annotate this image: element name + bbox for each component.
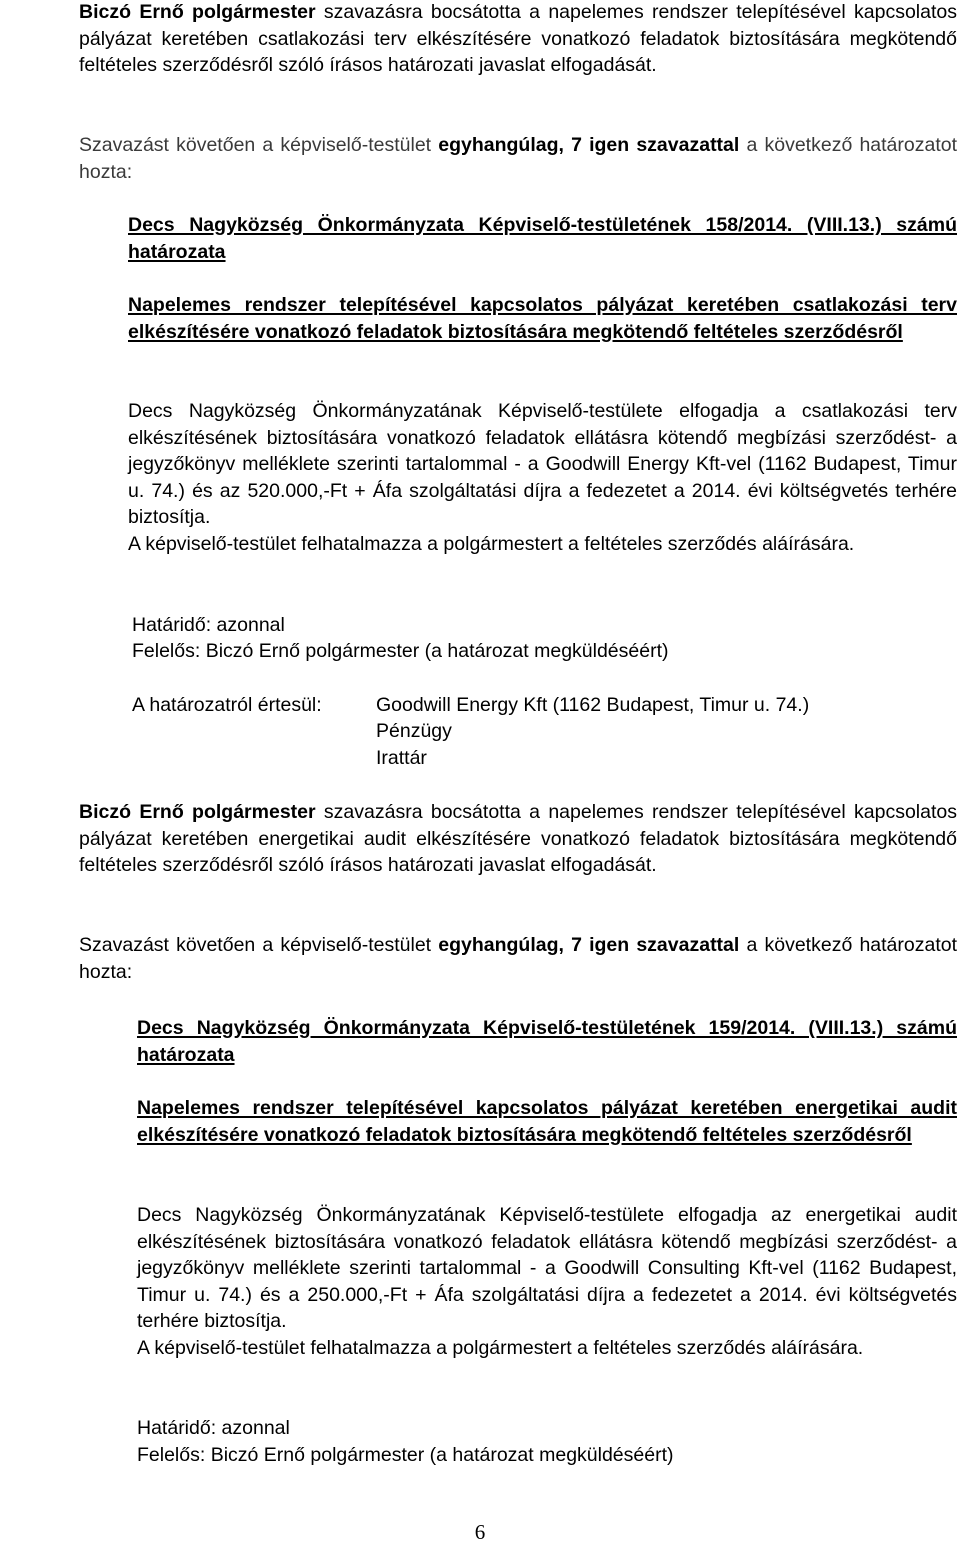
motion-text: szavazásra bocsátotta a napelemes rendszer telepítésével kapcsolatos pályázat keretében energetikai audit elkészítésére vonatkozó feladatok biztosítására megkötendő feltételes szerződésről szóló írásos határozati javaslat elfogadását. (79, 801, 957, 877)
vote-intro: Szavazást követően a képviselő-testület (79, 134, 439, 156)
resolution-body-1: Decs Nagyközség Önkormányzatának Képviselő-testülete elfogadja a csatlakozási terv elkészítésének biztosítására vonatkozó feladatok ellátásra kötendő megbízási szerződést- a jegyzőkönyv melléklete szerinti tartalommal - a Goodwill Energy Kft-vel (1162 Budapest, Timur u. 74.) és az 520.000,-Ft + Áfa szolgáltatási díjra a fedezetet a 2014. évi költségvetés terhére biztosítja. (128, 400, 957, 529)
mayor-name: Biczó Ernő polgármester (79, 801, 316, 823)
page-number: 6 (474, 1520, 486, 1544)
resolution-subject-1: Napelemes rendszer telepítésével kapcsolatos pályázat keretében csatlakozási terv elkészítésére vonatkozó feladatok biztosítására megkötendő feltételes szerződésről (128, 294, 957, 343)
resolution-body-2: Decs Nagyközség Önkormányzatának Képviselő-testülete elfogadja az energetikai audit elkészítésének biztosítására vonatkozó feladatok ellátásra kötendő megbízási szerződést- a jegyzőkönyv melléklete szerinti tartalommal - a Goodwill Consulting Kft-vel (1162 Budapest, Timur u. 74.) és a 250.000,-Ft + Áfa szolgáltatási díjra a fedezetet a 2014. évi költségvetés terhére biztosítja. (137, 1204, 957, 1333)
vote-paragraph-2 (79, 932, 957, 985)
vote-outro: a következő határozatot hozta: (79, 934, 958, 983)
notify-recipient-1: Goodwill Energy Kft (1162 Budapest, Timur u. 74.) (376, 694, 810, 716)
resolution-authorization-1: A képviselő-testület felhatalmazza a polgármestert a feltételes szerződés aláírására. (128, 533, 855, 555)
motion-text: szavazásra bocsátotta a napelemes rendszer telepítésével kapcsolatos pályázat keretében csatlakozási terv elkészítésére vonatkozó feladatok biztosítására megkötendő feltételes szerződésről szóló írásos határozati javaslat elfogadását. (79, 1, 957, 77)
resolution-authorization-2: A képviselő-testület felhatalmazza a polgármestert a feltételes szerződés aláírására. (137, 1337, 864, 1359)
notify-recipient-3: Irattár (376, 747, 427, 769)
resolution-subject-2: Napelemes rendszer telepítésével kapcsolatos pályázat keretében energetikai audit elkészítésére vonatkozó feladatok biztosítására megkötendő feltételes szerződésről (137, 1097, 957, 1146)
responsible-1: Felelős: Biczó Ernő polgármester (a határozat megküldéséért) (132, 640, 669, 662)
motion-paragraph-2 (79, 799, 957, 879)
vote-result: egyhangúlag, 7 igen szavazattal (438, 134, 740, 156)
vote-paragraph-1 (79, 132, 957, 185)
vote-result: egyhangúlag, 7 igen szavazattal (438, 934, 740, 956)
resolution-title-1: Decs Nagyközség Önkormányzata Képviselő-testületének 158/2014. (VIII.13.) számú határozata (128, 214, 957, 263)
deadline-2: Határidő: azonnal (137, 1417, 290, 1439)
notify-label: A határozatról értesül: (132, 694, 322, 716)
resolution-title-2: Decs Nagyközség Önkormányzata Képviselő-testületének 159/2014. (VIII.13.) számú határozata (137, 1017, 957, 1066)
responsible-2: Felelős: Biczó Ernő polgármester (a határozat megküldéséért) (137, 1444, 674, 1466)
motion-paragraph-1 (79, 0, 957, 79)
vote-intro: Szavazást követően a képviselő-testület (79, 934, 439, 956)
notify-recipient-2: Pénzügy (376, 720, 452, 742)
deadline-1: Határidő: azonnal (132, 614, 285, 636)
mayor-name: Biczó Ernő polgármester (79, 1, 316, 23)
vote-outro: a következő határozatot hozta: (79, 134, 958, 183)
